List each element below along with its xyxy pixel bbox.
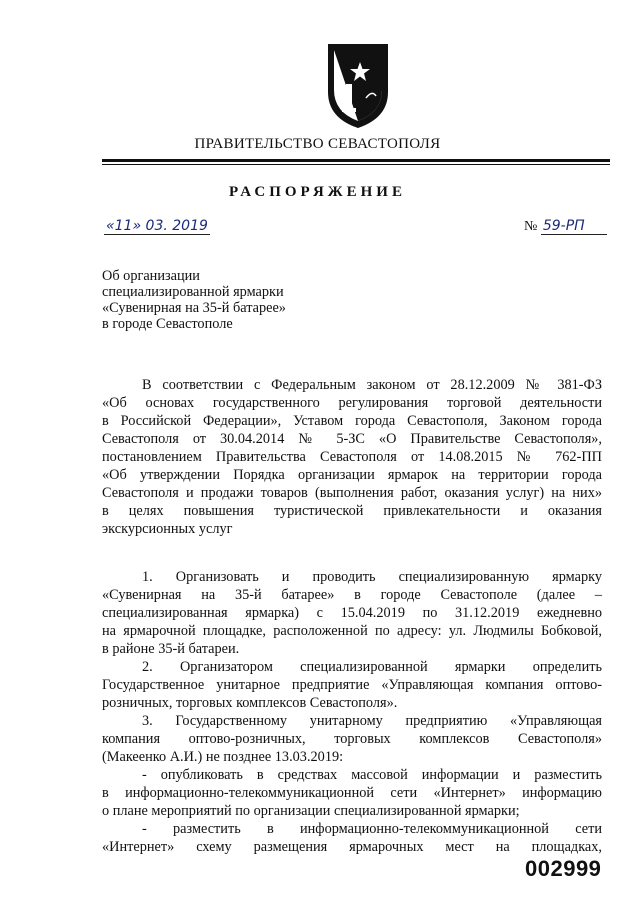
item-line: 1. Организовать и проводить специализированную ярмарку [142, 569, 602, 585]
header-rule-thin [102, 164, 610, 165]
item-line: специализированная ярмарка) с 15.04.2019 по 31.12.2019 ежедневно [102, 605, 602, 621]
number-handwritten: 59-РП [541, 218, 607, 235]
subject-line: в городе Севастополе [102, 316, 233, 332]
item-line: (Макеенко А.И.) не позднее 13.03.2019: [102, 749, 344, 765]
document-number [524, 218, 607, 235]
item-line: Государственное унитарное предприятие «Управляющая компания оптово- [102, 677, 602, 693]
item-line: 2. Организатором специализированной ярмарки определить [142, 659, 602, 675]
item-line: компания оптово-розничных, торговых комплексов Севастополя» [102, 731, 602, 747]
item-line: «Сувенирная на 35-й батарее» в городе Севастополе (далее – [102, 587, 602, 603]
preamble-line: Севастополя и продажи товаров (выполнения работ, оказания услуг) на них» [102, 485, 602, 501]
item-3-publish [102, 766, 602, 820]
item-1 [102, 568, 602, 658]
item-line: о плане мероприятий по организации специализированной ярмарки; [102, 803, 520, 819]
preamble-line: постановлением Правительства Севастополя от 14.08.2015 № 762-ПП [102, 449, 602, 465]
subject-line: «Сувенирная на 35-й батарее» [102, 300, 286, 316]
item-line: в информационно-телекоммуникационной сети «Интернет» информацию [102, 785, 602, 801]
preamble-paragraph [102, 376, 602, 538]
preamble-line: в Российской Федерации», Уставом города Севастополя, Законом города [102, 413, 602, 429]
item-line: - опубликовать в средствах массовой информации и разместить [142, 767, 602, 783]
item-line: в районе 35-й батареи. [102, 641, 240, 657]
item-3-place-scheme [102, 820, 602, 856]
preamble-line: Севастополя от 30.04.2014 № 5-ЗС «О Правительстве Севастополя», [102, 431, 602, 447]
preamble-line: «Об утверждении Порядка организации ярмарок на территории города [102, 467, 602, 483]
header-rule-thick [102, 159, 610, 162]
item-line: «Интернет» схему размещения ярмарочных мест на площадках, [102, 839, 602, 855]
item-line: на ярмарочной площадке, расположенной по адресу: ул. Людмилы Бобковой, [102, 623, 602, 639]
coat-of-arms-emblem [322, 40, 394, 130]
item-line: розничных, торговых комплексов Севастополя». [102, 695, 398, 711]
item-2 [102, 658, 602, 712]
government-title: ПРАВИТЕЛЬСТВО СЕВАСТОПОЛЯ [194, 136, 441, 152]
document-type-title: РАСПОРЯЖЕНИЕ [229, 184, 406, 200]
item-line: - разместить в информационно-телекоммуникационной сети [142, 821, 602, 837]
document-date [104, 218, 210, 235]
date-handwritten: «11» 03. 2019 [106, 218, 208, 234]
number-prefix: № [524, 219, 538, 234]
subject-line: Об организации [102, 268, 200, 284]
preamble-line: В соответствии с Федеральным законом от 28.12.2009 № 381-ФЗ [142, 377, 602, 393]
serial-number: 002999 [525, 856, 602, 881]
preamble-line: в целях повышения туристической привлекательности и оказания [102, 503, 602, 519]
preamble-line: экскурсионных услуг [102, 521, 233, 537]
item-line: 3. Государственному унитарному предприятию «Управляющая [142, 713, 602, 729]
subject-line: специализированной ярмарки [102, 284, 284, 300]
preamble-line: «Об основах государственного регулирования торговой деятельности [102, 395, 602, 411]
item-3 [102, 712, 602, 766]
subject-block [102, 268, 286, 332]
